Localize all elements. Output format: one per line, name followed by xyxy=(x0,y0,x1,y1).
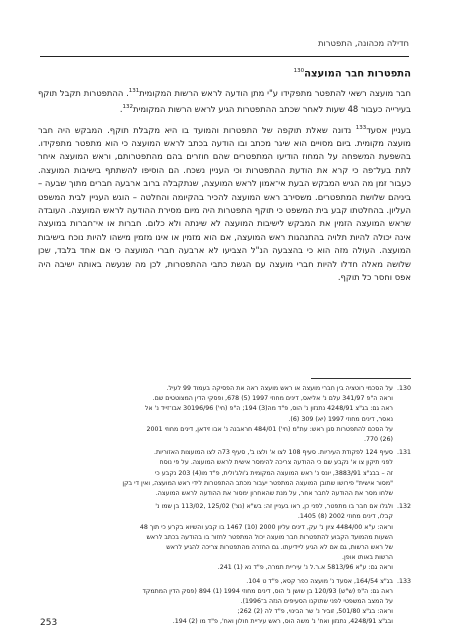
footnote-text xyxy=(38,502,393,573)
footnote xyxy=(38,384,411,445)
footnote-text xyxy=(38,577,393,628)
footnote-line: ראה גם: בג"צ 4248/91 נתנזון נ' הוס, פ"ד מה(3) 194; ה"פ (חי') 30196/96 אבו־זייד נ' אל xyxy=(144,405,393,413)
text-line: נוכח בישיבות המועצה. העולה מזה הוא כי בהצבעה הנ"ל הצביעו לא ארבעה xyxy=(38,231,411,256)
footnote-line: קבלו, דינים מחוזי 2002 (8) 1405. xyxy=(297,513,393,521)
text-line: הודיעו המתפטרים שהם חוזרים בהם מהתפטרותם, וראש המועצה איחר לתת xyxy=(38,151,411,175)
text-line: בישיבות המועצה. כעבור זמן מה הגיש המבקש הבעת אי־אמון לראש המועצה, xyxy=(38,164,411,189)
paragraph: חבר מועצה רשאי להתפטר מתפקידו ע"י מתן הודעה לראש הרשות המקומית$^{131}$. ההתפטרות תקבל תוקף בעירייה כעבור 48 שעות לאחר שכתב ההתפטרות הגיע לראש הרשות המקומית$^{132}$. xyxy=(38,88,411,114)
footnote-line: (26) 770. xyxy=(364,436,393,444)
footnote-line: ראה גם: ה"פ (ש"ש) 120/93 בן שושן נ' הוס, דינים מחוזי 1994 (1) 894 (פסק הדין המתמקד xyxy=(142,587,393,595)
footnote-line: נאסר, דינים מחוזי 1997 (יא) 309 (6). xyxy=(288,415,393,423)
text-line: בעל־פה כי קרא את הודעת ההתפטרות וכי העניין נשכח. הם הוסיפו להשתתף xyxy=(105,164,392,175)
footnote-number: 132. xyxy=(396,503,411,511)
text-line: נדונה שאלת תוקפה של התפטרות והמועד בו היא מקבלת תוקף. xyxy=(107,124,352,135)
footnote-number: 133. xyxy=(396,577,411,585)
text-line: תלויה בהתנהגות ראש המועצה, אם הוא מזמין או אינו מזמין מישהו להיות xyxy=(86,231,347,242)
section-title-text: התפטרות חבר המועצה xyxy=(304,68,411,80)
footnote-line: ולגלו אם חבר בו מתפטר, לפני כן, ראו בעניין זה: בש"א (נצ') 125/02 ,113/02 בן שמו נ' xyxy=(155,503,393,511)
footnote-line: השעות מהמועד הקבוע להתפטרות חבר מועצה יכול המתפטר לחזור בו בהודעה בכתב לראש xyxy=(146,533,393,541)
footnote-line: לפני תיקון צו א' נקבע שם כי ההודעה צריכה להימסר אישית לראש המועצה. על פי נוסח xyxy=(159,459,393,467)
text-line: ההודעה לראש המועצה. העובדה שראש המועצה הזמין את המבקש לישיבות xyxy=(38,204,411,229)
footnote-number: 130. xyxy=(396,385,411,392)
text-line: תוקף. xyxy=(337,272,360,282)
footnote-separator xyxy=(311,378,411,379)
footnote-line: "מסור אישית" פירושו שתובן המועצה המתפטר יעבור מכתב ההתפטרות לידי ראש המועצה, ואין די בקן xyxy=(122,479,393,487)
footnote-line: וראה: בג"צ 501/80, זוביר נ' שר הבינוי, פ"ד לה (2) 262; xyxy=(237,608,393,616)
text-line: בכתב לראש המועצה כי הוא מתפטר מתפקידו. בהשפעת המשפחה על המחוז xyxy=(38,137,411,162)
footnote xyxy=(38,448,411,499)
footnote-text xyxy=(38,384,393,445)
text-line: המועצה לא שינתה ולא כלום. חברות או אי־חברות במועצה אינה יכולה להיות xyxy=(38,218,411,242)
page-number: 253 xyxy=(40,618,58,628)
footnote xyxy=(38,502,411,573)
footnote-line: של ראש הרשות, גם אם לא הגיע ליידיעתו. גם החזרה מהתפטרות צריכה להגיע לראש xyxy=(166,544,393,552)
footnotes xyxy=(38,384,411,631)
text-line: העליון. בהחלטתו קבע בית המשפט כי תוקף התפטרות היה מיום מסירת xyxy=(158,204,411,215)
footnote-line: על הסכמי רוטציה בין חברי מועצה או ראש מועצה ראה את הפסיקה בעמוד 99 לעיל. xyxy=(166,385,393,392)
text-line: המבקש היה חבר מועצה מקומית. ביום מסויים הוא שיגר מכתב ובו הודעה xyxy=(38,124,411,148)
text-line: חבר מועצה רשאי להתפטר מתפקידו ע"י מתן הודעה לראש הרשות המקומית xyxy=(139,88,411,99)
running-head: חדילה מכהונה, התפטרות xyxy=(318,38,409,48)
footnote-line: וראה ה"פ 341/97 עלם נ' אליאס, דינים מחוזי 1997 (5) 678, ופסקי הדין המצוטטים שם. xyxy=(152,395,393,403)
main-text xyxy=(38,68,411,290)
footnote-line: הרשות באותו אופן. xyxy=(342,554,393,562)
text-line: ההתפטרות תקבל תוקף בעירייה כעבור 48 שעות לאחר שכתב ההתפטרות xyxy=(38,88,411,114)
footnote-line: וראה: ע"א 4484/00 ציון נ' עק, דינים עליון 2000 (10) 1467 בו קבע והשיוא בקרע כי תוך 48 xyxy=(139,523,393,531)
footnote-line: סעיף 124 לפקודת העיריות. סעיף 108 לצו א' ולצו ב', סעיף 73ה לצו המועצות האזוריות. xyxy=(154,449,393,457)
paragraph xyxy=(38,122,411,285)
text-line: עם הגשת כתבי ההתפטרות, לכן מה שנעשה באותה ישיבה היה אפס וחסר כל xyxy=(38,258,411,282)
footnote-line: ובג"צ 4248/91, נתנזון ואח' נ' משה הוס, ראש עיריית חולון ואח', פ"ד מו (2) 194. xyxy=(172,618,393,626)
section-title xyxy=(38,68,411,79)
footnote-ref: 130 xyxy=(293,68,305,74)
footnote-line: בג"צ 164/54, אסעד נ' מועצה כפר קסא, פ"ד ט 104. xyxy=(246,577,393,585)
footnote-ref: 131 xyxy=(128,88,140,95)
text-line: הגיע לראש הרשות המקומית xyxy=(132,103,235,114)
footnote-text xyxy=(38,448,393,499)
footnote xyxy=(38,577,411,628)
text-line: בעניין אסעד xyxy=(366,124,411,135)
text-line: שנתקבלה ברוב ארבעה חברים מתוך שבעה – ביניהם שלושת המתפטרים. xyxy=(38,178,411,202)
footnote-line: וראה גם: ע"א 5813/96 א.ר.ל נ' עיריית תמרה, פ"ד נא (1) 241. xyxy=(217,564,393,572)
footnote-line: שלחו מסר את ההודעה לחבר אחר, על מנת שהאחרון ימסור את ההודעה לראש המועצה. xyxy=(155,490,393,498)
text-line: משסירב ראש המועצה להכיר בהקיומה והחלטה – הוגש העניין לבית המשפט xyxy=(38,191,312,202)
footnote-ref: 133 xyxy=(355,124,367,131)
footnote-number: 131. xyxy=(396,449,411,457)
footnote-line: על הסכם להתפטרות סגן ראש: עת"מ (חי') 484/01 חראבנה נ' אבו זידאן, דינים מחוזי 2001 xyxy=(146,425,393,433)
footnote-line: זה – בבג"צ 3883/91, יונס נ' ראש המועצה המקומית ג'ולג'ולית, פ"ד מו(4) 203 נקבע כי xyxy=(155,469,393,477)
footnote-line: על המצב המשפטי לפני שתוקנו הסעיפים הנזה ב־1996). xyxy=(240,598,393,606)
header-rule xyxy=(40,56,409,57)
text-line: חברי המועצה כי אם אחד בלבד, שכן שלושה מאלה חדלו להיות חברי מועצה xyxy=(38,245,411,269)
footnote-ref: 132 xyxy=(122,103,133,110)
